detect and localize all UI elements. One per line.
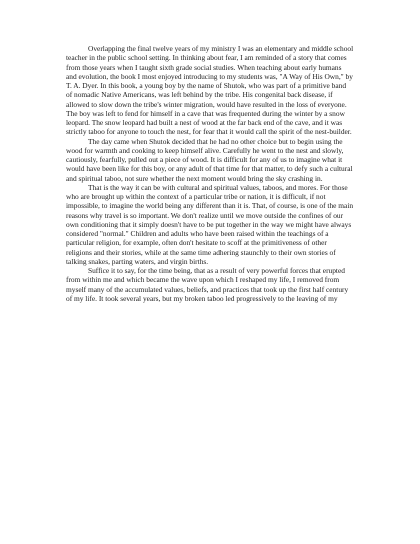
paragraph-3: That is the way it can be with cultural and spiritual values, taboos, and mores. For those who are brought up within the context of a particular tribe or nation, it is difficult, if not impossible, to imagine the world being any different than it is. That, of course, is one of the main reasons why travel is so important. We don't realize until we move outside the confines of our own conditioning that it simply doesn't have to be put together in the way we might have always considered "normal." Children and adults who have been raised within the teachings of a particular religion, for example, often don't hesitate to scoff at the primitiveness of other religions and their stories, while at the same time adhering staunchly to their own stories of talking snakes, parting waters, and virgin births. <box>66 182 354 266</box>
paragraph-1: Overlapping the final twelve years of my ministry I was an elementary and middle school teacher in the public school setting. In thinking about fear, I am reminded of a story that comes from those years when I taught sixth grade social studies. When teaching about early humans and evolution, the book I most enjoyed introducing to my students was, "A Way of His Own," by T. A. Dyer. In this book, a young boy by the name of Shutok, who was part of a primitive band of nomadic Native Americans, was left behind by the tribe. His congenital back disease, if allowed to slow down the tribe's winter migration, would have resulted in the loss of everyone. The boy was left to fend for himself in a cave that was frequented during the winter by a snow leopard. The snow leopard had built a nest of wood at the far back end of the cave, and it was strictly taboo for anyone to touch the nest, for fear that it would call the spirit of the nest-builder. <box>66 44 354 137</box>
paragraph-2: The day came when Shutok decided that he had no other choice but to begin using the wood for warmth and cooking to keep himself alive. Carefully he went to the nest and slowly, cautiously, fearfully, pulled out a piece of wood. It is difficult for any of us to imagine what it would have been like for this boy, or any adult of that time for that matter, to defy such a cultural and spiritual taboo, not sure whether the next moment would bring the sky crashing in. <box>66 136 353 183</box>
document-body <box>66 44 354 303</box>
paragraph-4: Suffice it to say, for the time being, that as a result of very powerful forces that erupted from within me and which became the wave upon which I reshaped my life, I removed from myself many of the accumulated values, beliefs, and practices that took up the first half century of my life. It took several years, but my broken taboo led progressively to the leaving of my <box>66 266 349 303</box>
